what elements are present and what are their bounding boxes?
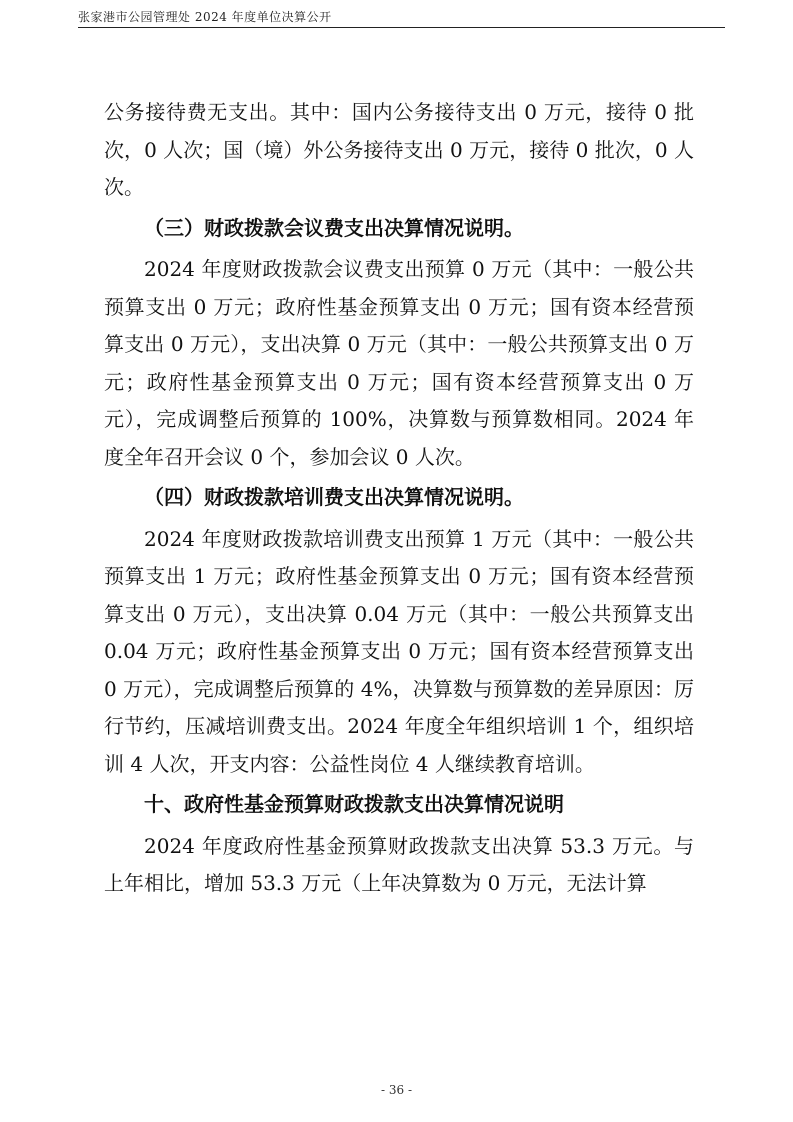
paragraph-reception-expenses: 公务接待费无支出。其中：国内公务接待支出 0 万元，接待 0 批次，0 人次；国（境）外公务接待支出 0 万元，接待 0 批次，0 人次。: [104, 100, 694, 199]
section-heading-training-fees: （四）财政拨款培训费支出决算情况说明。: [144, 485, 524, 509]
section-heading-meeting-fees: （三）财政拨款会议费支出决算情况说明。: [144, 215, 524, 240]
page-header-title: 张家港市公园管理处 2024 年度单位决算公开: [78, 10, 332, 24]
paragraph-meeting-fees: 2024 年度财政拨款会议费支出预算 0 万元（其中：一般公共预算支出 0 万元；政府性基金预算支出 0 万元；国有资本经营预算支出 0 万元），支出决算 0 万元（其中：一般公共预算支出 0 万元；政府性基金预算支出 0 万元；国有资本经营预算支出 0 万元），完成调整后预算的 100%，决算数与预算数相同。2024 年度全年召开会议 0 个，参加会议 0 人次。: [104, 257, 694, 469]
paragraph-government-fund: 2024 年度政府性基金预算财政拨款支出决算 53.3 万元。与上年相比，增加 53.3 万元（上年决算数为 0 万元，无法计算: [104, 833, 694, 895]
paragraph-training-fees: 2024 年度财政拨款培训费支出预算 1 万元（其中：一般公共预算支出 1 万元；政府性基金预算支出 0 万元；国有资本经营预算支出 0 万元），支出决算 0.04 万元（其中：一般公共预算支出 0.04 万元；政府性基金预算支出 0 万元；国有资本经营预算支出 0 万元），完成调整后预算的 4%，决算数与预算数的差异原因：厉行节约，压减培训费支出。2024 年度全年组织培训 1 个，组织培训 4 人次，开支内容：公益性岗位 4 人继续教育培训。: [104, 526, 694, 776]
section-heading-government-fund: 十、政府性基金预算财政拨款支出决算情况说明: [144, 792, 564, 816]
header-divider: [78, 27, 725, 28]
page-number: - 36 -: [380, 1083, 412, 1097]
document-body: [104, 94, 694, 903]
